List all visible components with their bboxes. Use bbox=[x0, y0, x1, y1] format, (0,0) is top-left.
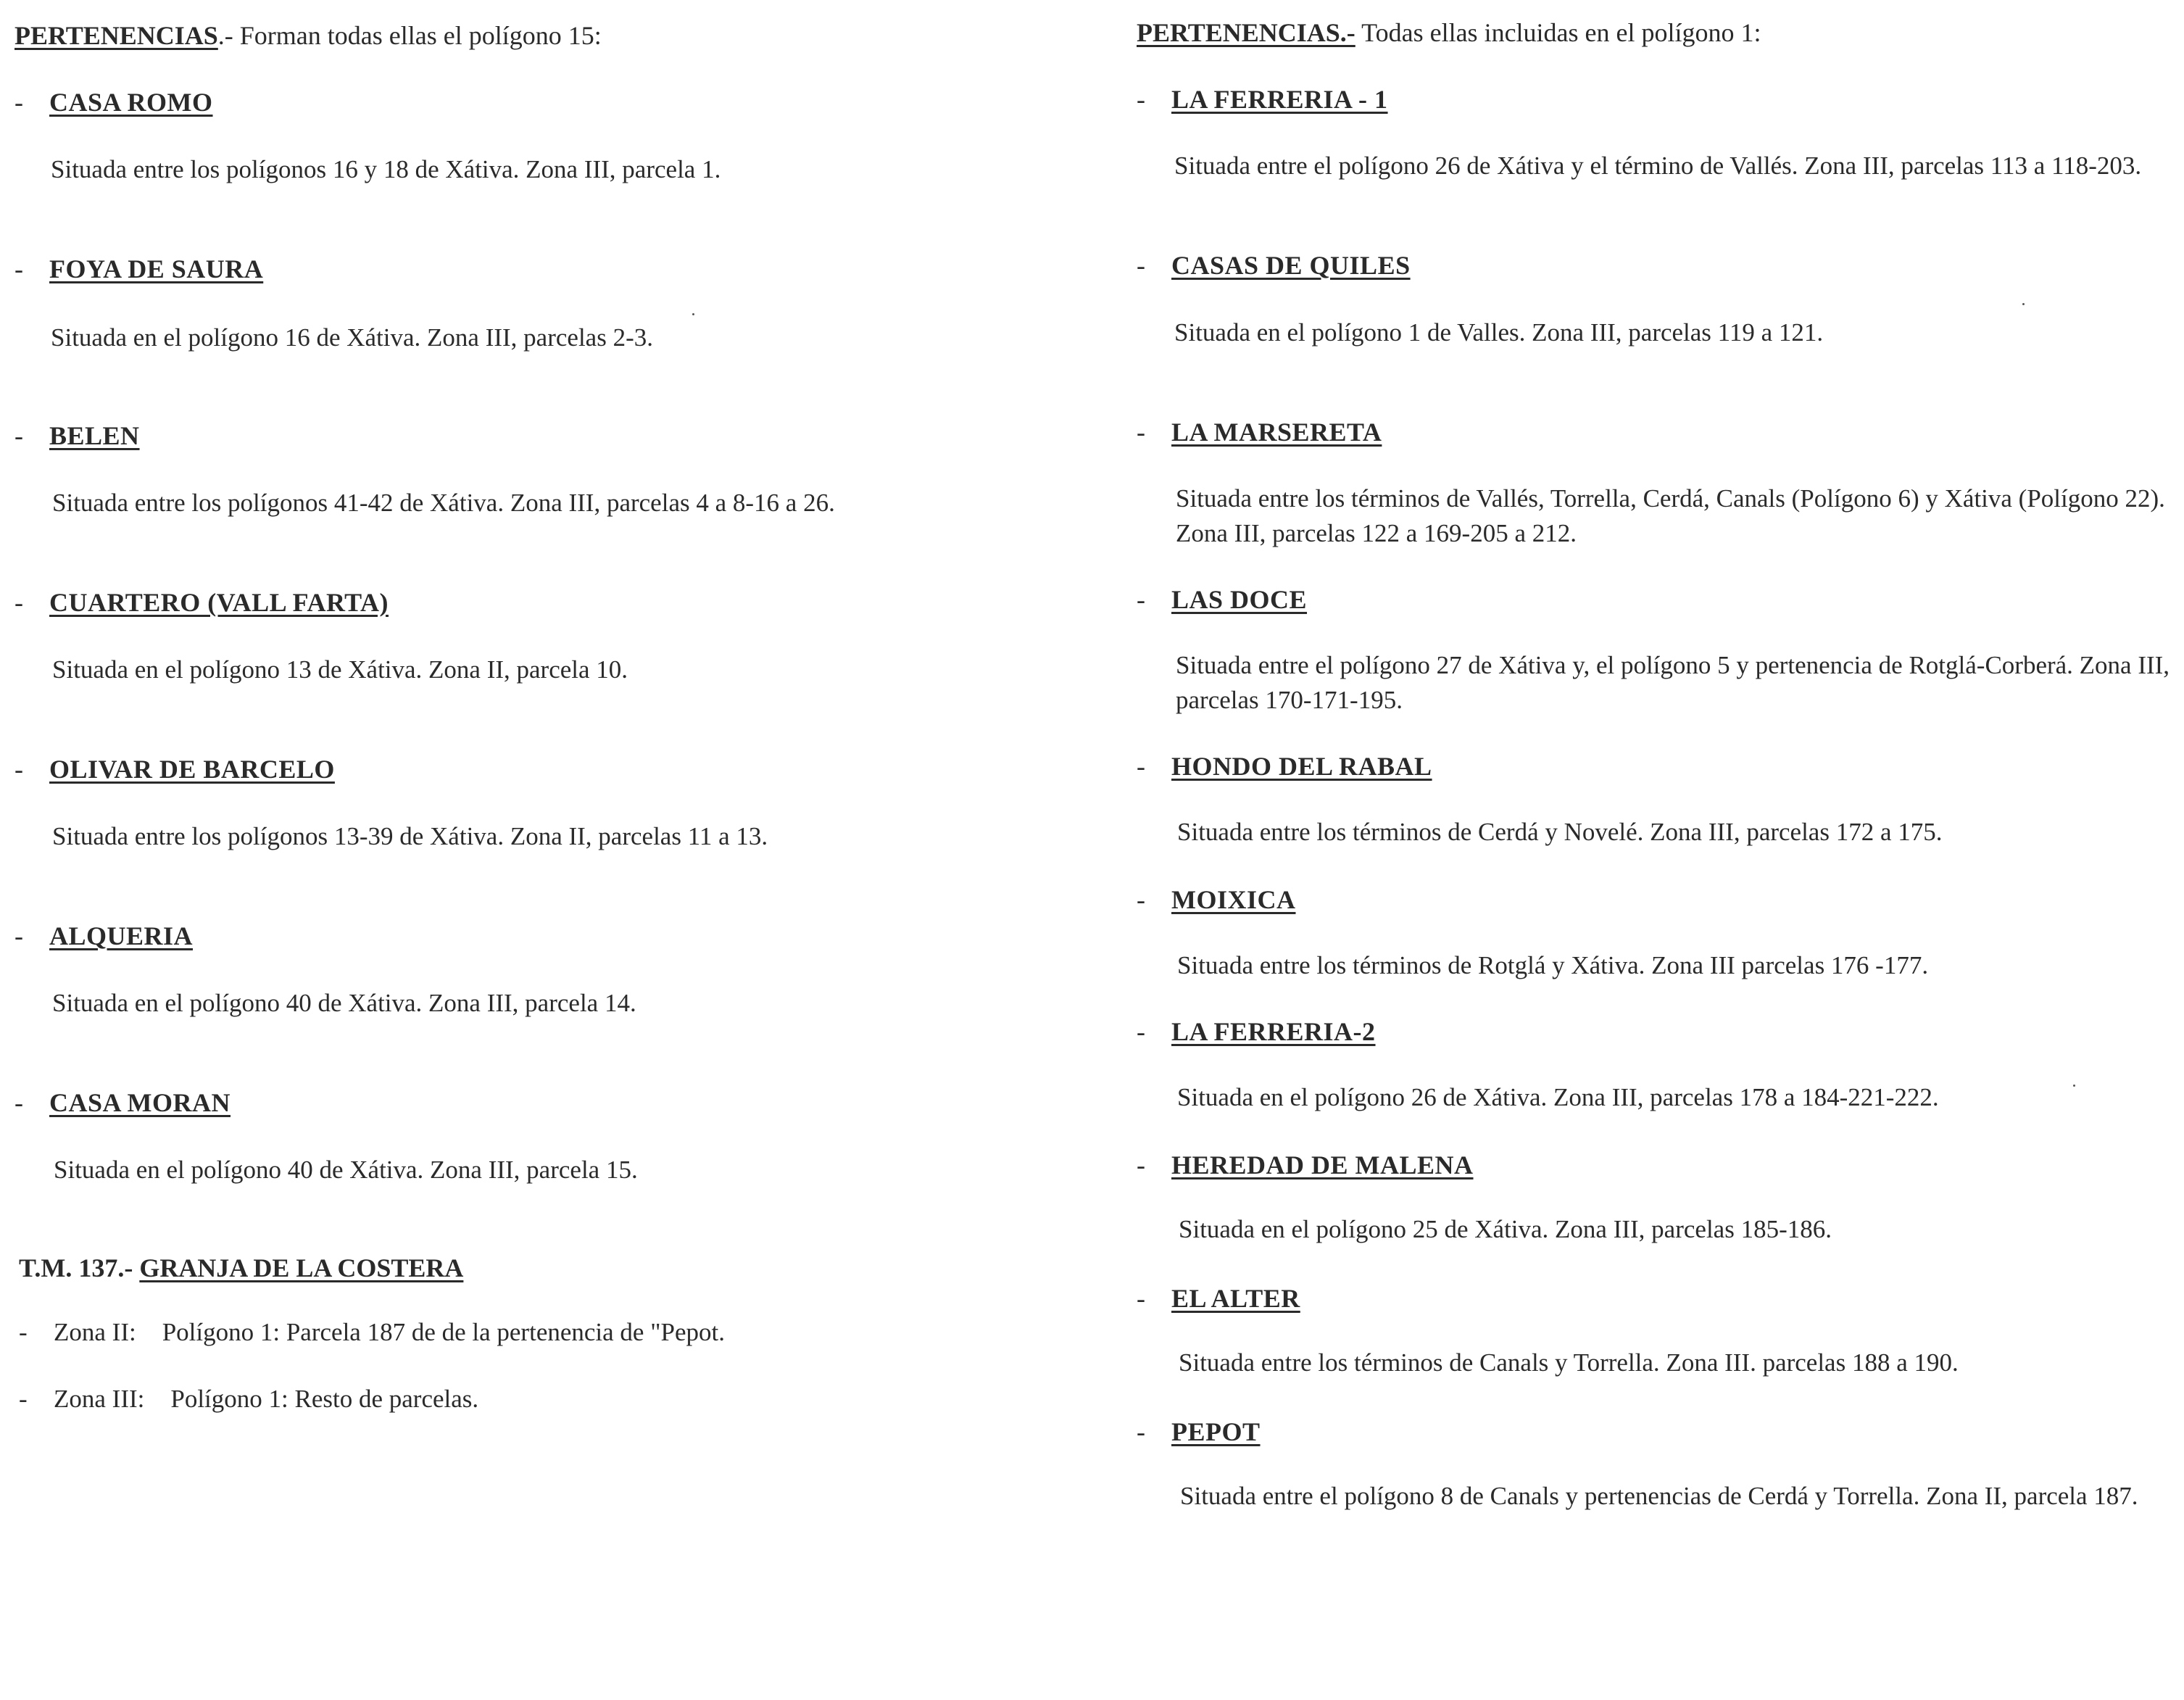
left-entry-name: ALQUERIA bbox=[49, 921, 194, 950]
bullet-dash: - bbox=[19, 1318, 28, 1346]
right-entry-name: LA FERRERIA - 1 bbox=[1171, 85, 1388, 114]
left-entry-description: Situada en el polígono 40 de Xátiva. Zona III, parcela 15. bbox=[54, 1156, 638, 1184]
right-header-lead: PERTENENCIAS.- bbox=[1137, 18, 1355, 47]
right-entry-name: HEREDAD DE MALENA bbox=[1171, 1150, 1474, 1179]
right-entry-title bbox=[1137, 1417, 1261, 1447]
left-entry-description: Situada entre los polígonos 41-42 de Xátiva. Zona III, parcelas 4 a 8-16 a 26. bbox=[52, 489, 835, 517]
left-entry-name: CASA MORAN bbox=[49, 1088, 231, 1117]
bullet-dash: - bbox=[14, 254, 23, 283]
bullet-dash: - bbox=[1137, 251, 1145, 280]
right-entry-title bbox=[1137, 250, 1411, 281]
right-entry-description: Situada entre los términos de Canals y Torrella. Zona III. parcelas 188 a 190. bbox=[1179, 1348, 1959, 1377]
right-entry-description: Situada entre el polígono 8 de Canals y pertenencias de Cerdá y Torrella. Zona II, parcela 187. bbox=[1180, 1482, 2138, 1510]
left-entry-name: OLIVAR DE BARCELO bbox=[49, 755, 335, 784]
right-entry-description: Situada en el polígono 26 de Xátiva. Zona III, parcelas 178 a 184-221-222. bbox=[1177, 1083, 1939, 1111]
bullet-dash: - bbox=[1137, 585, 1145, 614]
right-entry-name: MOIXICA bbox=[1171, 885, 1296, 914]
left-entry-name: BELEN bbox=[49, 421, 140, 450]
right-entry-name: EL ALTER bbox=[1171, 1284, 1300, 1313]
right-entry-name: CASAS DE QUILES bbox=[1171, 251, 1411, 280]
scan-speck bbox=[692, 313, 694, 315]
zone-label: Zona II: bbox=[54, 1318, 136, 1346]
bullet-dash: - bbox=[14, 1088, 23, 1117]
bullet-dash: - bbox=[19, 1385, 28, 1413]
left-entry-name: CASA ROMO bbox=[49, 88, 213, 117]
bullet-dash: - bbox=[1137, 1150, 1145, 1179]
right-entry-title bbox=[1137, 417, 1382, 447]
bullet-dash: - bbox=[14, 755, 23, 784]
right-entry-title bbox=[1137, 584, 1307, 615]
bullet-dash: - bbox=[1137, 1284, 1145, 1313]
bullet-dash: - bbox=[1137, 1417, 1145, 1446]
right-header-rest: Todas ellas incluidas en el polígono 1: bbox=[1355, 18, 1761, 47]
right-entry-description: Situada entre los términos de Cerdá y Novelé. Zona III, parcelas 172 a 175. bbox=[1177, 818, 1943, 846]
right-entry-description: Situada en el polígono 25 de Xátiva. Zona III, parcelas 185-186. bbox=[1179, 1215, 1832, 1243]
bullet-dash: - bbox=[14, 88, 23, 117]
scan-speck bbox=[2022, 303, 2025, 305]
right-entry-title bbox=[1137, 751, 1432, 781]
zone-text: Polígono 1: Parcela 187 de de la pertenencia de "Pepot. bbox=[162, 1318, 725, 1346]
bullet-dash: - bbox=[1137, 85, 1145, 114]
zone-line bbox=[19, 1385, 478, 1414]
left-entry-title bbox=[14, 87, 213, 117]
right-entry-title bbox=[1137, 1283, 1300, 1314]
left-entry-description: Situada entre los polígonos 13-39 de Xátiva. Zona II, parcelas 11 a 13. bbox=[52, 822, 768, 850]
right-entry-title bbox=[1137, 1016, 1376, 1047]
right-entry-description: Situada entre los términos de Vallés, Torrella, Cerdá, Canals (Polígono 6) y Xátiva (Polígono 22). Zona III, parcelas 122 a 169-205 a 212. bbox=[1176, 484, 2165, 547]
right-entry-name: HONDO DEL RABAL bbox=[1171, 752, 1432, 781]
right-entry-description: Situada en el polígono 1 de Valles. Zona III, parcelas 119 a 121. bbox=[1174, 318, 1824, 347]
left-entry-name: FOYA DE SAURA bbox=[49, 254, 264, 283]
left-entry-title bbox=[14, 254, 263, 284]
zone-line bbox=[19, 1318, 725, 1347]
bullet-dash: - bbox=[1137, 1017, 1145, 1046]
tm-heading bbox=[19, 1253, 463, 1283]
left-entry-title bbox=[14, 420, 140, 451]
right-entry-description: Situada entre los términos de Rotglá y Xátiva. Zona III parcelas 176 -177. bbox=[1177, 951, 1929, 979]
left-entry-title bbox=[14, 587, 389, 618]
bullet-dash: - bbox=[1137, 418, 1145, 447]
bullet-dash: - bbox=[1137, 885, 1145, 914]
right-entry-title bbox=[1137, 884, 1296, 915]
right-entry-description: Situada entre el polígono 26 de Xátiva y el término de Vallés. Zona III, parcelas 113 a 118-203. bbox=[1174, 152, 2142, 180]
left-entry-description: Situada en el polígono 16 de Xátiva. Zona III, parcelas 2-3. bbox=[51, 323, 653, 352]
bullet-dash: - bbox=[14, 588, 23, 617]
left-entry-title bbox=[14, 754, 335, 784]
left-entry-description: Situada en el polígono 13 de Xátiva. Zona II, parcela 10. bbox=[52, 655, 628, 684]
left-header-lead: PERTENENCIAS bbox=[14, 21, 218, 50]
right-entry-name: LA MARSERETA bbox=[1171, 418, 1382, 447]
bullet-dash: - bbox=[1137, 752, 1145, 781]
right-entry-name: PEPOT bbox=[1171, 1417, 1261, 1446]
right-entry-title bbox=[1137, 1150, 1474, 1180]
left-header bbox=[14, 20, 602, 51]
bullet-dash: - bbox=[14, 421, 23, 450]
right-header bbox=[1137, 17, 1761, 48]
zone-label: Zona III: bbox=[54, 1385, 145, 1413]
left-entry-title bbox=[14, 1087, 231, 1118]
tm-prefix: T.M. 137.- bbox=[19, 1253, 140, 1282]
zone-text: Polígono 1: Resto de parcelas. bbox=[170, 1385, 479, 1413]
right-entry-title bbox=[1137, 84, 1388, 115]
right-entry-description: Situada entre el polígono 27 de Xátiva y, el polígono 5 y pertenencia de Rotglá-Corberá. Zona III, parcelas 170-171-195. bbox=[1176, 651, 2170, 714]
left-entry-title bbox=[14, 921, 193, 951]
tm-name: GRANJA DE LA COSTERA bbox=[139, 1253, 464, 1282]
right-entry-name: LA FERRERIA-2 bbox=[1171, 1017, 1376, 1046]
left-entry-description: Situada entre los polígonos 16 y 18 de Xátiva. Zona III, parcela 1. bbox=[51, 155, 721, 183]
left-header-rest: .- Forman todas ellas el polígono 15: bbox=[217, 21, 602, 50]
bullet-dash: - bbox=[14, 921, 23, 950]
left-entry-description: Situada en el polígono 40 de Xátiva. Zona III, parcela 14. bbox=[52, 989, 636, 1017]
scan-speck bbox=[2073, 1085, 2075, 1087]
right-entry-name: LAS DOCE bbox=[1171, 585, 1308, 614]
left-entry-name: CUARTERO (VALL FARTA) bbox=[49, 588, 389, 617]
